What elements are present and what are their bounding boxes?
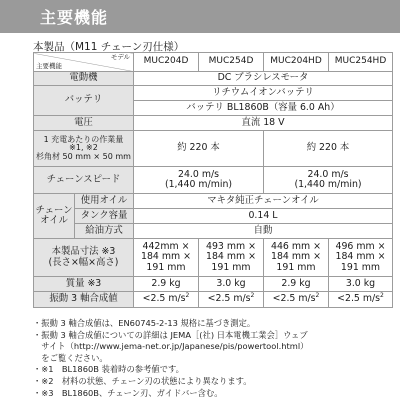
work-label-line1: 1 充電あたりの作業量 — [43, 134, 124, 144]
section-header — [0, 0, 400, 33]
row-label-motor: 電動機 — [34, 72, 134, 86]
model-header: MUC204D — [134, 53, 199, 72]
dim-width: 184 mm × — [335, 251, 386, 263]
dim-width: 184 mm × — [141, 251, 191, 263]
spec-table — [33, 52, 393, 308]
row-label-voltage: 電圧 — [34, 116, 134, 131]
dimensions-value — [199, 239, 264, 277]
dimensions-label-line2: (長さ×幅×高さ) — [48, 256, 119, 268]
table-row — [34, 116, 393, 131]
chain-oil-label-line2: オイル — [40, 215, 68, 226]
model-header: MUC204HD — [264, 53, 329, 72]
mass-value: 2.9 kg — [134, 277, 199, 292]
row-label-chain-oil — [34, 194, 75, 239]
dim-height: 191 mm — [146, 261, 186, 273]
vibration-value — [264, 292, 329, 308]
product-subtitle: 本製品（M11 チェーン刃仕様） — [33, 41, 185, 53]
row-label-feed: 給油方式 — [75, 224, 134, 239]
work-label-line3: 杉角材 50 mm × 50 mm — [36, 151, 131, 161]
chain-speed-value — [134, 167, 264, 194]
footnote-line: ・※1 BL1860B 装着時の参考値です。 — [33, 364, 184, 375]
chain-speed-ms: 24.0 m/s — [177, 168, 220, 180]
table-row — [34, 194, 393, 209]
dimensions-label-line1: 本製品寸法 ※3 — [51, 246, 116, 258]
row-label-tank: タンク容量 — [75, 209, 134, 224]
model-header: MUC254HD — [329, 53, 393, 72]
vibration-number: <2.5 m/s — [337, 293, 381, 305]
dim-width: 184 mm × — [206, 251, 256, 263]
vibration-value — [199, 292, 264, 308]
footnote-line: サイト（http://www.jema-net.or.jp/Japanese/pis/powertool.html） — [33, 341, 309, 352]
work-value-25: 約 220 本 — [264, 131, 393, 167]
table-row — [34, 167, 393, 194]
mass-value: 3.0 kg — [199, 277, 264, 292]
work-value-20: 約 220 本 — [134, 131, 264, 167]
dim-width: 184 mm × — [271, 251, 321, 263]
battery-type-value: リチウムイオンバッテリ — [134, 86, 393, 101]
dim-height: 191 mm — [276, 261, 316, 273]
dimensions-value — [329, 239, 393, 277]
mass-value: 3.0 kg — [329, 277, 393, 292]
dim-length: 496 mm × — [335, 241, 386, 253]
footnote-line: ・振動 3 軸合成値についての詳細は JEMA［(社) 日本電機工業会］ウェブ — [33, 329, 308, 340]
footnote-line: をご覧ください。 — [33, 352, 108, 363]
footnote-line: ・※3 BL1860B、チェーン刃、ガイドバー含む。 — [33, 387, 223, 398]
table-row — [34, 72, 393, 86]
row-label-chain-speed: チェーンスピード — [34, 167, 134, 194]
row-label-vibration: 振動 3 軸合成値 — [34, 292, 134, 308]
row-label-battery: バッテリ — [34, 86, 134, 116]
work-label-line2: ※1, ※2 — [69, 143, 98, 153]
battery-model-value: バッテリ BL1860B（容量 6.0 Ah） — [134, 101, 393, 116]
table-row — [34, 86, 393, 101]
model-header: MUC254D — [199, 53, 264, 72]
dimensions-value — [134, 239, 199, 277]
table-row — [34, 224, 393, 239]
dimensions-value — [264, 239, 329, 277]
table-header-row — [34, 53, 393, 72]
vibration-number: <2.5 m/s — [142, 293, 186, 305]
chain-oil-label-line1: チェーン — [35, 204, 73, 216]
chain-speed-mmin: (1,440 m/min) — [294, 179, 362, 190]
row-label-oil-type: 使用オイル — [75, 194, 134, 209]
vibration-number: <2.5 m/s — [207, 293, 251, 305]
chain-speed-mmin: (1,440 m/min) — [164, 179, 233, 190]
vibration-value — [329, 292, 393, 308]
footnote-line: ・振動 3 軸合成値は、EN60745-2-13 規格に基づき測定。 — [33, 318, 256, 328]
table-row — [34, 131, 393, 167]
mass-value: 2.9 kg — [264, 277, 329, 292]
feed-value: 自動 — [134, 224, 393, 239]
table-row — [34, 239, 393, 277]
corner-feature-label: 主要機能 — [36, 61, 62, 70]
table-corner-cell — [34, 53, 134, 72]
vibration-exponent: 2 — [250, 292, 255, 300]
vibration-exponent: 2 — [185, 292, 190, 300]
dim-length: 442mm × — [142, 241, 190, 253]
chain-speed-value — [264, 167, 393, 194]
table-row — [34, 277, 393, 292]
table-row — [34, 209, 393, 224]
footnote-line: ・※2 材料の状態、チェーン刃の状態により異なります。 — [33, 375, 252, 386]
vibration-exponent: 2 — [315, 292, 320, 300]
table-row — [34, 292, 393, 308]
row-label-dimensions — [34, 239, 134, 277]
vibration-value — [134, 292, 199, 308]
corner-model-label: モデル — [110, 53, 130, 61]
dim-length: 446 mm × — [271, 241, 321, 253]
oil-type-value: マキタ純正チェーンオイル — [134, 194, 393, 209]
footnotes — [33, 318, 397, 399]
row-label-work — [34, 131, 134, 167]
vibration-number: <2.5 m/s — [272, 293, 316, 305]
section-title: 主要機能 — [40, 8, 109, 27]
dim-height: 191 mm — [340, 261, 381, 273]
vibration-exponent: 2 — [380, 292, 384, 300]
row-label-mass: 質量 ※3 — [34, 277, 134, 292]
dim-length: 493 mm × — [206, 241, 256, 253]
motor-value: DC ブラシレスモータ — [134, 72, 393, 86]
tank-value: 0.14 L — [134, 209, 393, 224]
dim-height: 191 mm — [211, 261, 251, 273]
chain-speed-ms: 24.0 m/s — [307, 168, 349, 180]
voltage-value: 直流 18 V — [134, 116, 393, 131]
